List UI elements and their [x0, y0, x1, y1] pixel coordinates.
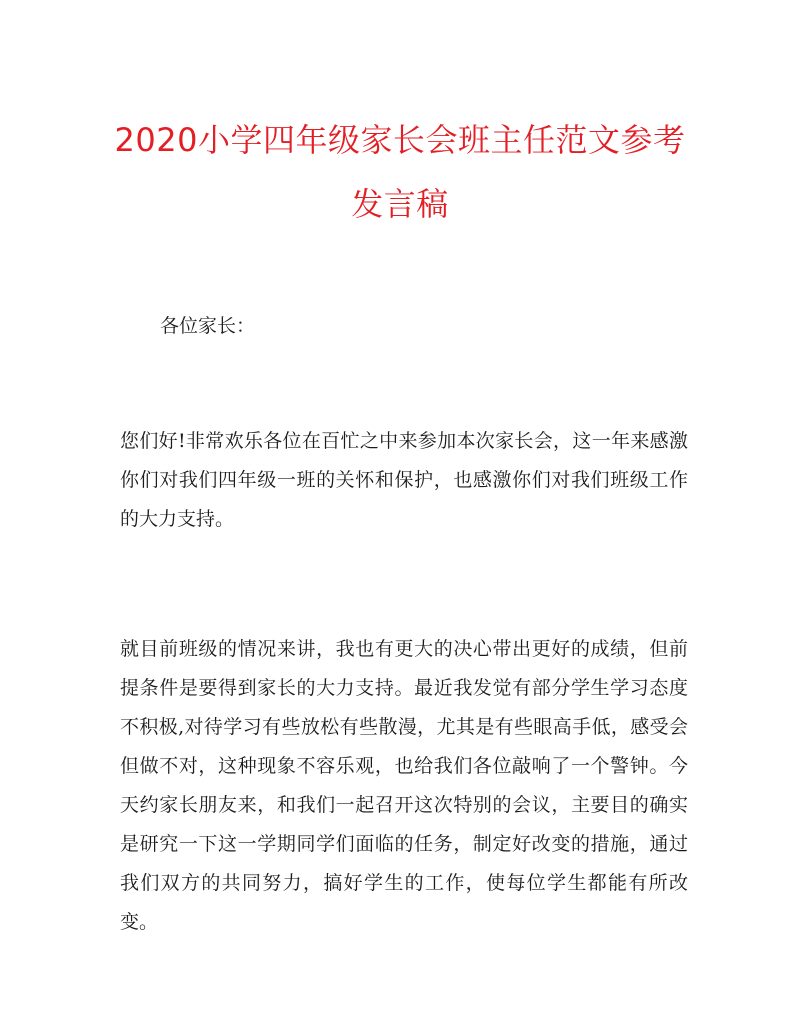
paragraph-greeting: 您们好!非常欢乐各位在百忙之中来参加本次家长会，这一年来感激你们对我们四年级一班的关怀和保护，也感激你们对我们班级工作的大力支持。: [120, 430, 688, 530]
paragraph-class-situation: 就目前班级的情况来讲，我也有更大的决心带出更好的成绩，但前提条件是要得到家长的大力支持。最近我发觉有部分学生学习态度不积极,对待学习有些放松有些散漫，尤其是有些眼高手低，感受会但做不对，这种现象不容乐观，也给我们各位敲响了一个警钟。今天约家长朋友来，和我们一起召开这次特别的会议，主要目的确实是研究一下这一学期同学们面临的任务，制定好改变的措施，通过我们双方的共同努力，搞好学生的工作，使每位学生都能有所改变。: [120, 638, 688, 933]
salutation: 各位家长：: [160, 315, 256, 337]
document-title: 2020小学四年级家长会班主任范文参考发言稿: [114, 121, 686, 223]
